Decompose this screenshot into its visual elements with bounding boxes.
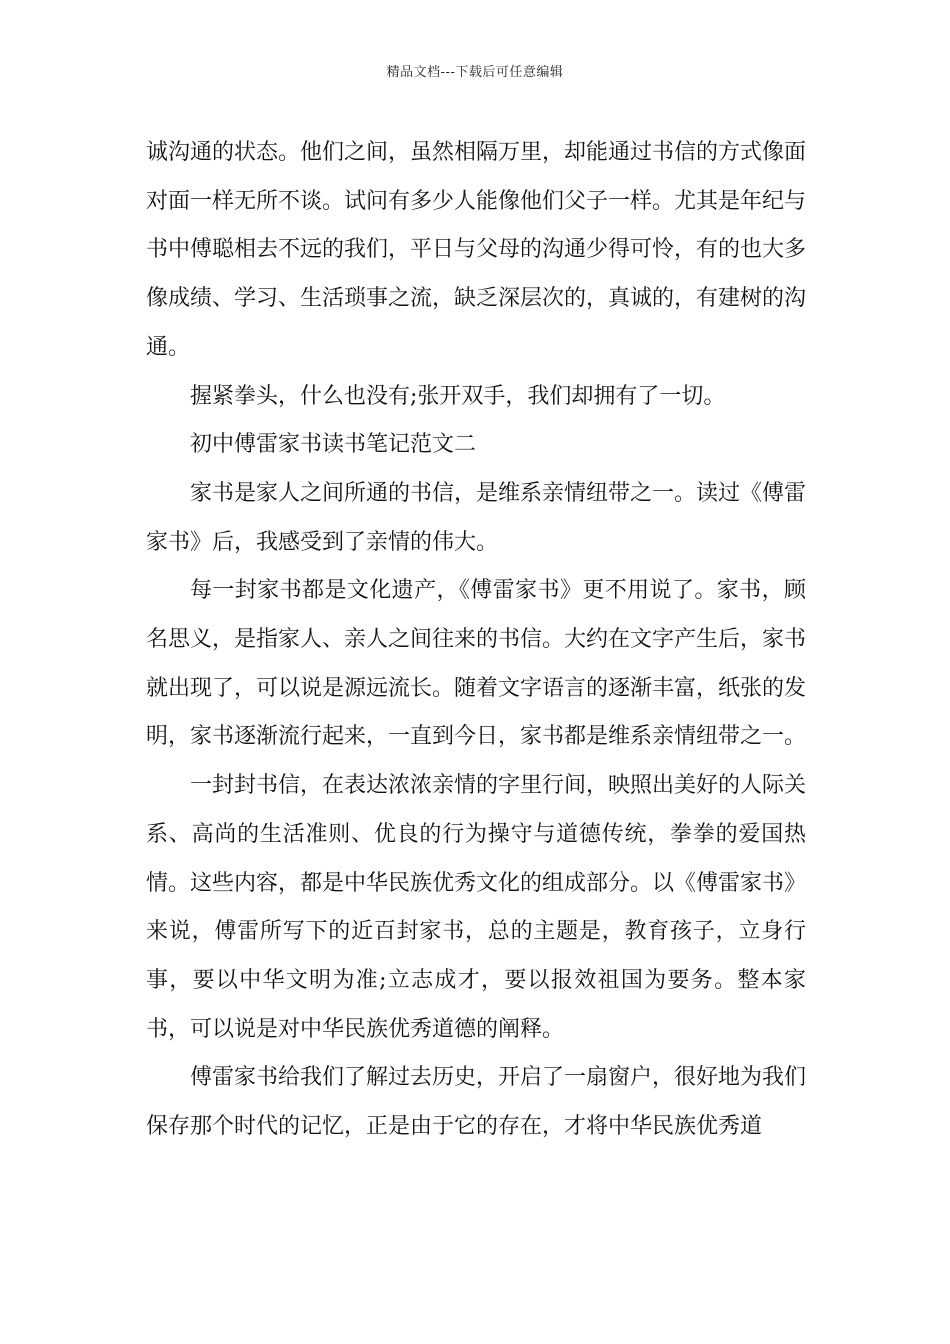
page-header: 精品文档---下载后可任意编辑 <box>386 65 564 80</box>
paragraph: 一封封书信，在表达浓浓亲情的字里行间，映照出美好的人际关系、高尚的生活准则、优良的行为操守与道德传统，拳拳的爱国热情。这些内容，都是中华民族优秀文化的组成部分。以《傅雷家书》来说，傅雷所写下的近百封家书，总的主题是，教育孩子，立身行事，要以中华文明为准;立志成才，要以报效祖国为要务。整本家书，可以说是对中华民族优秀道德的阐释。 <box>146 773 807 1042</box>
paragraph: 家书是家人之间所通的书信，是维系亲情纽带之一。读过《傅雷家书》后，我感受到了亲情的伟大。 <box>146 480 807 555</box>
paragraph-continued: 诚沟通的状态。他们之间，虽然相隔万里，却能通过书信的方式像面对面一样无所不谈。试问有多少人能像他们父子一样。尤其是年纪与书中傅聪相去不远的我们，平日与父母的沟通少得可怜，有的也大多像成绩、学习、生活琐事之流，缺乏深层次的，真诚的，有建树的沟通。 <box>146 140 807 360</box>
document-body <box>146 129 806 1152</box>
paragraph: 每一封家书都是文化遗产，《傅雷家书》更不用说了。家书，顾名思义，是指家人、亲人之间往来的书信。大约在文字产生后，家书就出现了，可以说是源远流长。随着文字语言的逐渐丰富，纸张的发明，家书逐渐流行起来，一直到今日，家书都是维系亲情纽带之一。 <box>146 578 807 750</box>
paragraph: 傅雷家书给我们了解过去历史，开启了一扇窗户，很好地为我们保存那个时代的记忆，正是由于它的存在，才将中华民族优秀道 <box>146 1065 807 1140</box>
paragraph: 握紧拳头，什么也没有;张开双手，我们却拥有了一切。 <box>190 383 726 409</box>
section-title: 初中傅雷家书读书笔记范文二 <box>190 432 477 458</box>
